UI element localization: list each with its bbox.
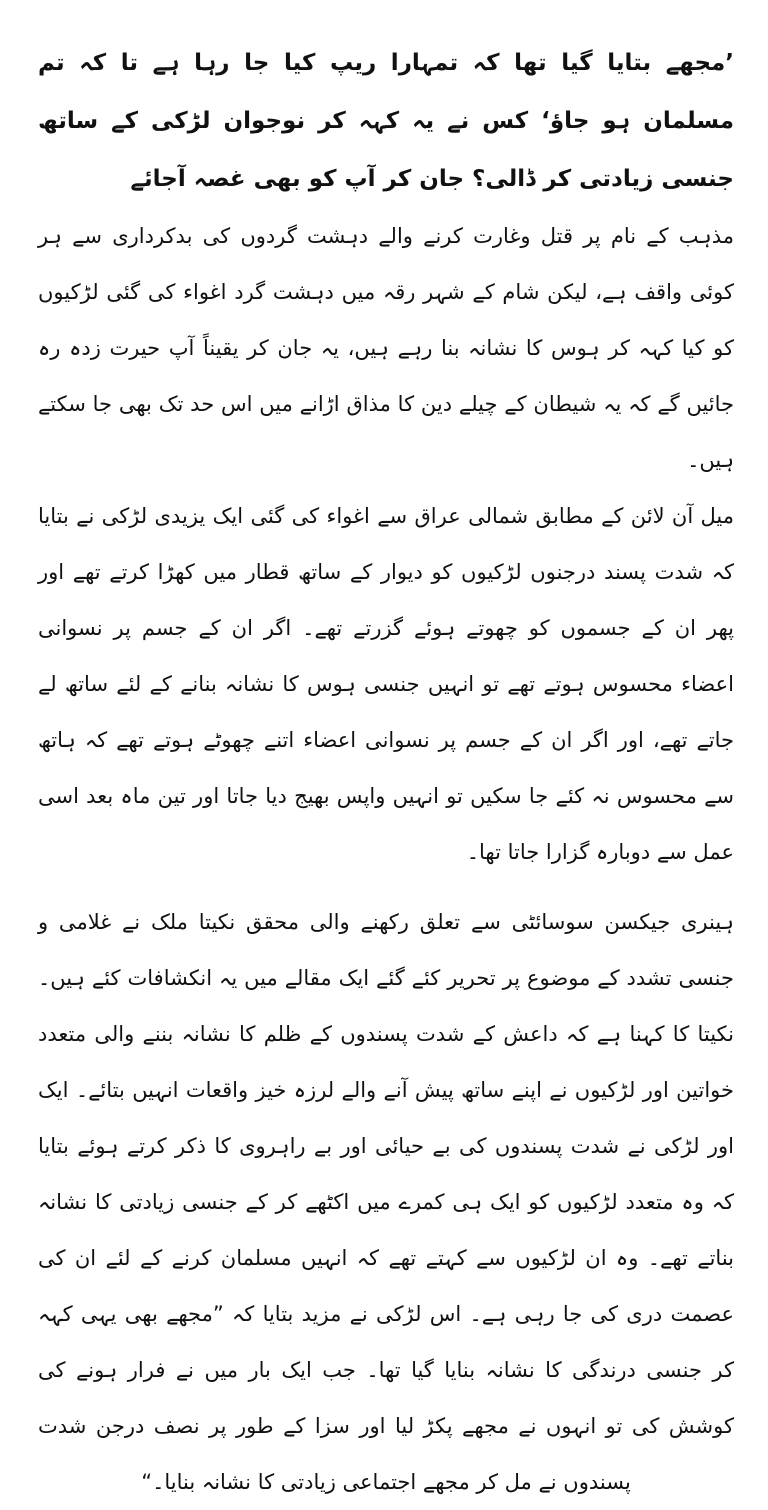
article-headline: ’مجھے بتایا گیا تھا کہ تمہارا ریپ کیا جا رہا ہے تا کہ تم مسلمان ہو جاؤ‘ کس نے یہ کہہ کر نوجوان لڑکی کے ساتھ جنسی زیادتی کر ڈالی؟ جان کر آپ کو بھی غصہ آجائے [38,50,734,192]
article-paragraph-2: میل آن لائن کے مطابق شمالی عراق سے اغواء کی گئی ایک یزیدی لڑکی نے بتایا کہ شدت پسند درجنوں لڑکیوں کو دیوار کے ساتھ قطار میں کھڑا کرتے تھے اور پھر ان کے جسموں کو چھوتے ہوئے گزرتے تھے۔ اگر ان کے جسم پر نسوانی اعضاء محسوس ہوتے تھے تو انہیں جنسی ہوس کا نشانہ بنانے کے لئے ساتھ لے جاتے تھے، اور اگر ان کے جسم پر نسوانی اعضاء اتنے چھوٹے ہوتے تھے کہ ہاتھ سے محسوس نہ کئے جا سکیں تو انہیں واپس بھیج دیا جاتا اور تین ماہ بعد اسی عمل سے دوبارہ گزارا جاتا تھا۔ [38,504,734,864]
article-paragraph-3: ہینری جیکسن سوسائٹی سے تعلق رکھنے والی محقق نکیتا ملک نے غلامی و جنسی تشدد کے موضوع پر تحریر کئے گئے ایک مقالے میں یہ انکشافات کئے ہیں۔ نکیتا کا کہنا ہے کہ داعش کے شدت پسندوں کے ظلم کا نشانہ بننے والی متعدد خواتین اور لڑکیوں نے اپنے ساتھ پیش آنے والے لرزہ خیز واقعات انہیں بتائے۔ ایک اور لڑکی نے شدت پسندوں کی بے حیائی اور بے راہروی کا ذکر کرتے ہوئے بتایا کہ وہ متعدد لڑکیوں کو ایک ہی کمرے میں اکٹھے کر کے جنسی زیادتی کا نشانہ بناتے تھے۔ وہ ان لڑکیوں سے کہتے تھے کہ انہیں مسلمان کرنے کے لئے ان کی عصمت دری کی جا رہی ہے۔ اس لڑکی نے مزید بتایا کہ ”مجھے بھی یہی کہہ کر جنسی درندگی کا نشانہ بنایا گیا تھا۔ جب ایک بار میں نے فرار ہونے کی کوشش کی تو انہوں نے مجھے پکڑ لیا اور سزا کے طور پر نصف درجن شدت پسندوں نے مل کر مجھے اجتماعی زیادتی کا نشانہ بنایا۔“ [38,910,734,1494]
article-paragraph-1: مذہب کے نام پر قتل وغارت کرنے والے دہشت گردوں کی بدکرداری سے ہر کوئی واقف ہے، لیکن شام کے شہر رقہ میں دہشت گرد اغواء کی گئی لڑکیوں کو کیا کہہ کر ہوس کا نشانہ بنا رہے ہیں، یہ جان کر یقیناً آپ حیرت زدہ رہ جائیں گے کہ یہ شیطان کے چیلے دین کا مذاق اڑانے میں اس حد تک بھی جا سکتے ہیں۔ [38,224,734,472]
